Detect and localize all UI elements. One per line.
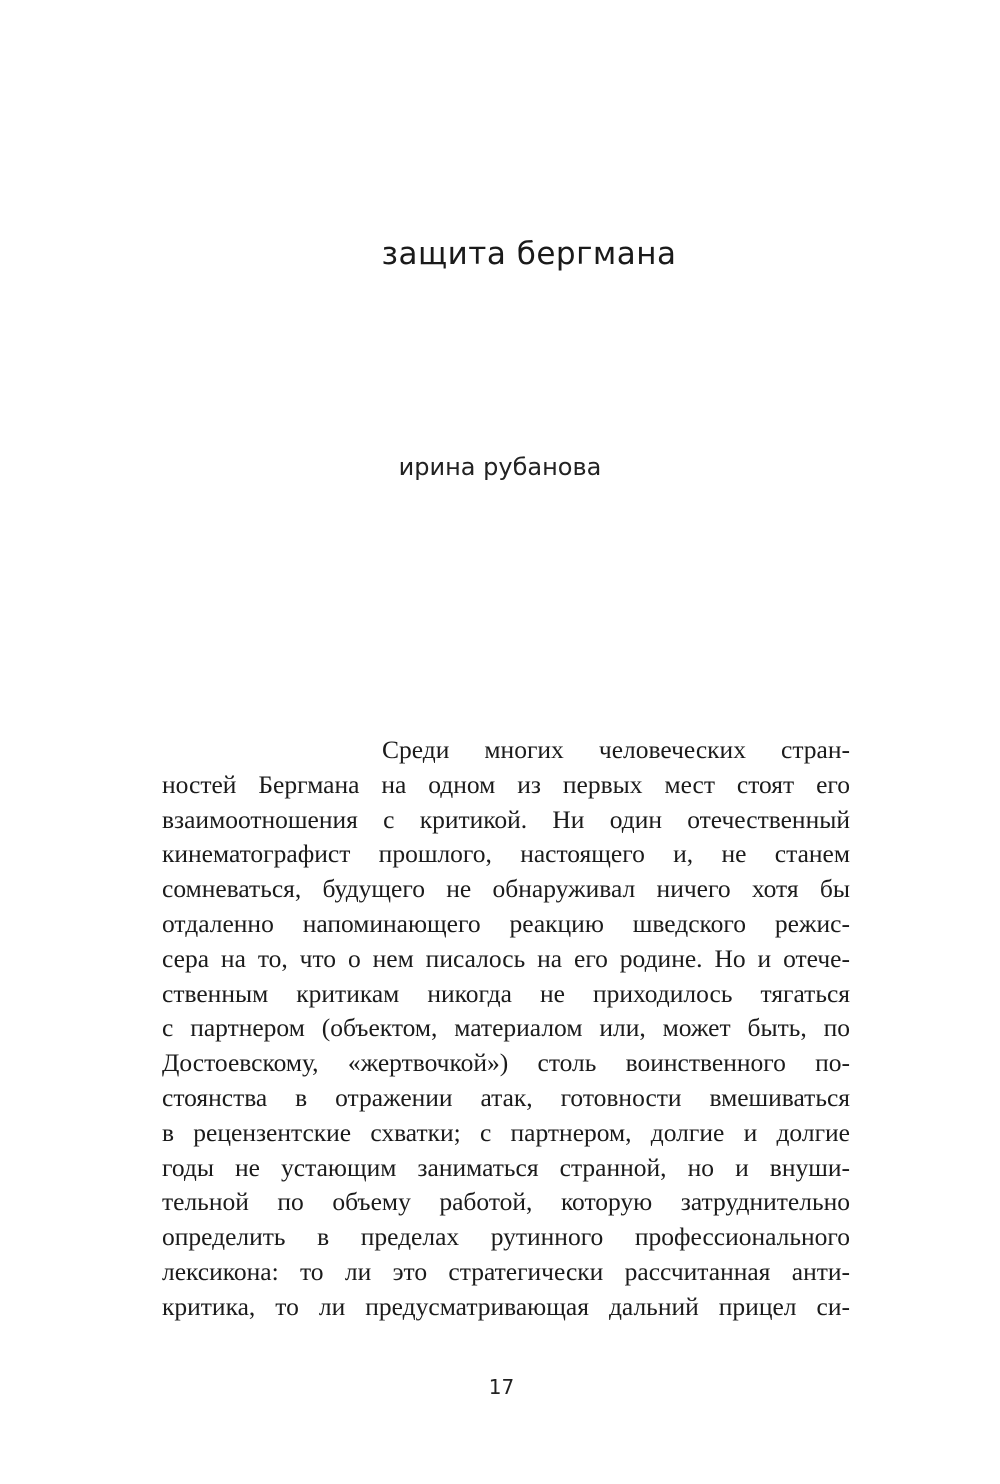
text-line: тельной по объему работой, которую затруднительно: [162, 1187, 850, 1217]
text-line: отдаленно напоминающего реакцию шведского режис-: [162, 908, 850, 938]
text-line: определить в пределах рутинного профессионального: [162, 1222, 850, 1252]
text-line: взаимоотношения с критикой. Ни один отечественный: [162, 804, 850, 834]
text-line: Среди многих человеческих стран-: [382, 735, 850, 764]
author-name: ирина рубанова: [398, 453, 602, 481]
text-line: критика, то ли предусматривающая дальний прицел си-: [162, 1291, 850, 1321]
body-text: [162, 733, 850, 1325]
text-line: стоянства в отражении атак, готовности вмешиваться: [162, 1082, 850, 1112]
text-line: годы не устающим заниматься странной, но и внуши-: [162, 1152, 850, 1182]
page-number: [0, 1375, 1000, 1399]
page-number-label: 17: [488, 1375, 515, 1399]
text-line: сера на то, что о нем писалось на его родине. Но и отече-: [162, 943, 850, 973]
text-line: Достоевскому, «жертвочкой») столь воинственного по-: [162, 1048, 850, 1078]
text-line: с партнером (объектом, материалом или, может быть, по: [162, 1013, 850, 1043]
text-line: лексикона: то ли это стратегически рассчитанная анти-: [162, 1256, 850, 1286]
chapter-title: защита бергмана: [381, 236, 677, 272]
text-line: в рецензентские схватки; с партнером, долгие и долгие: [162, 1117, 850, 1147]
text-line: ностей Бергмана на одном из первых мест стоят его: [162, 769, 850, 799]
text-line: сомневаться, будущего не обнаруживал ничего хотя бы: [162, 874, 850, 904]
text-line: ственным критикам никогда не приходилось тягаться: [162, 978, 850, 1008]
text-line: кинематографист прошлого, настоящего и, не станем: [162, 839, 850, 869]
